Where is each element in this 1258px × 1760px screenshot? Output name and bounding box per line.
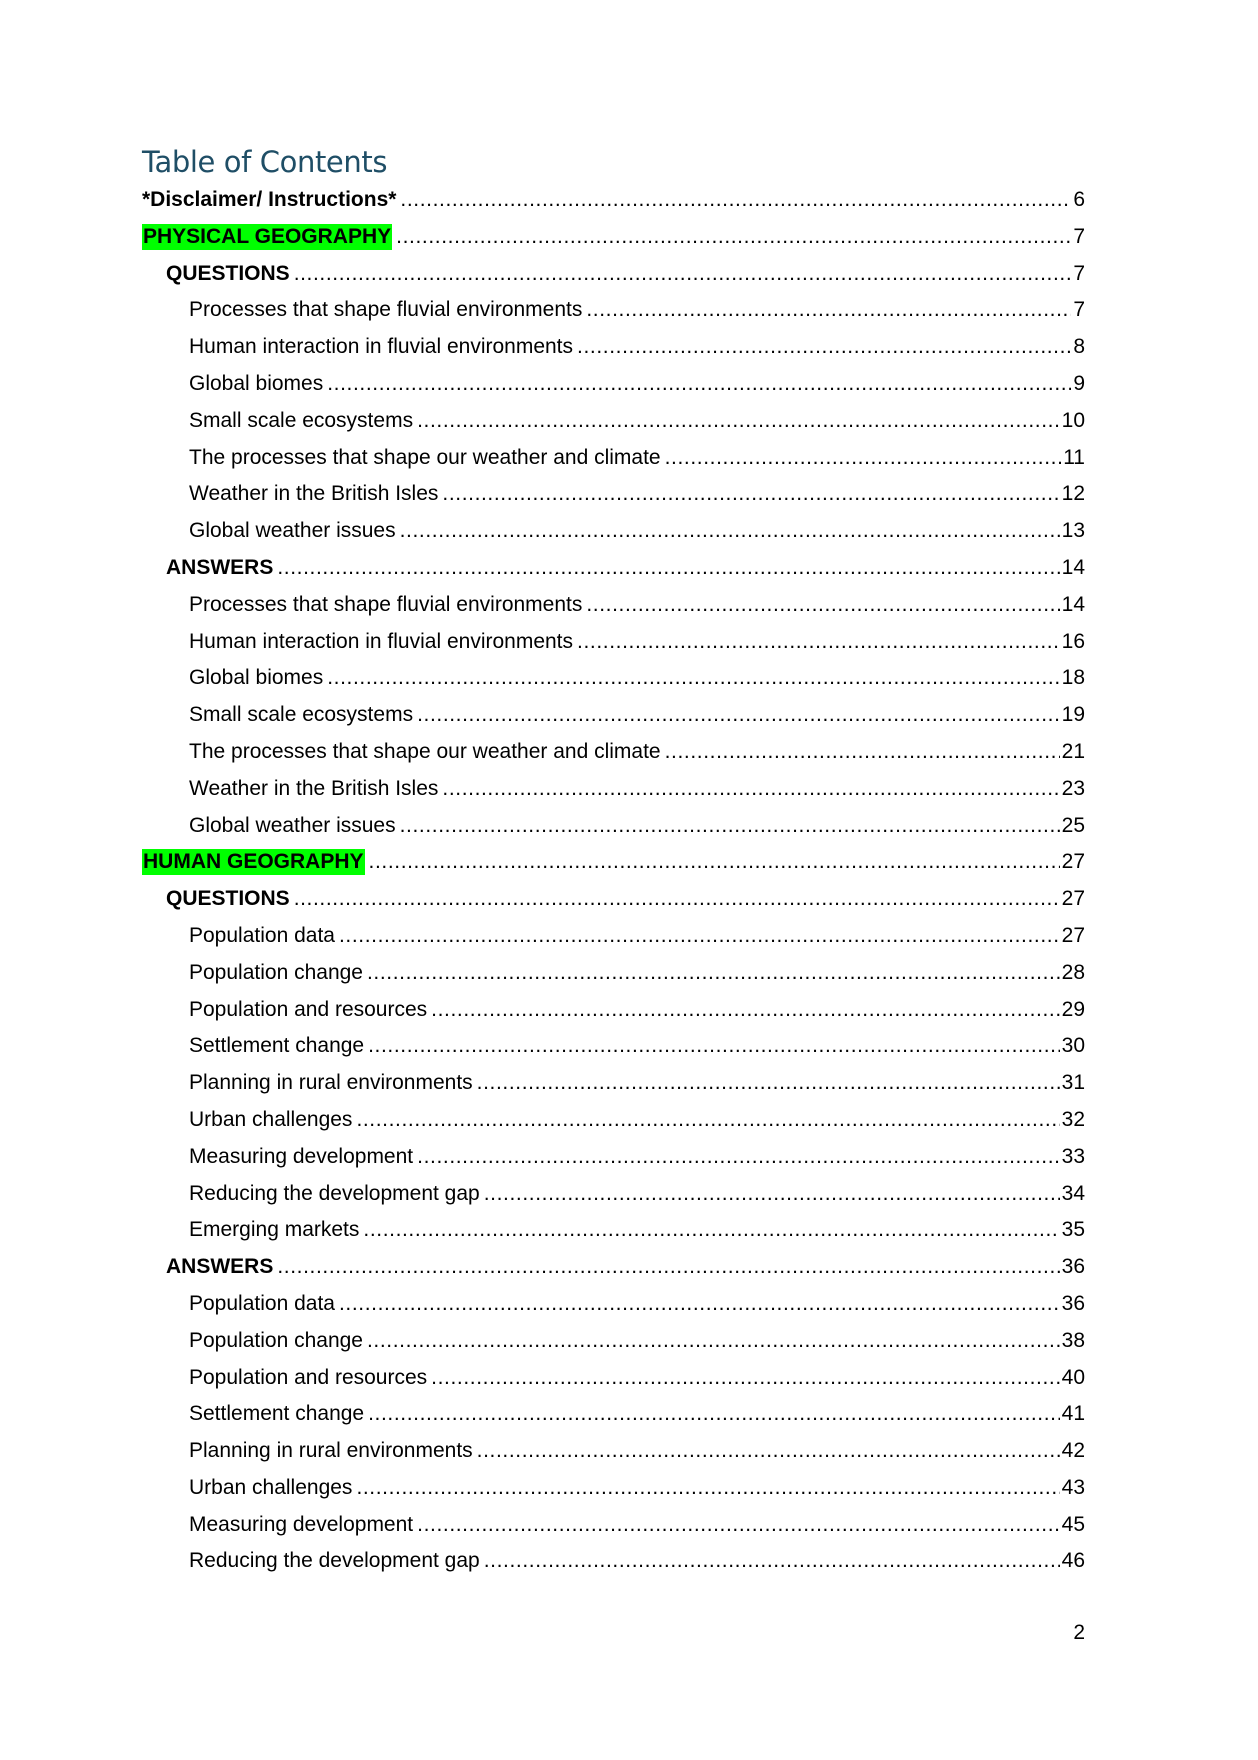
toc-entry-page-number: 34 [1061, 1181, 1085, 1205]
toc-entry[interactable] [142, 1139, 1085, 1176]
toc-dot-leader [277, 1249, 1059, 1286]
toc-entry-label: Reducing the development gap [189, 1181, 480, 1205]
toc-entry[interactable] [142, 1065, 1085, 1102]
toc-entry[interactable] [142, 292, 1085, 329]
toc-entry[interactable] [142, 219, 1085, 256]
toc-dot-leader [400, 182, 1071, 219]
toc-entry[interactable] [142, 844, 1085, 881]
toc-dot-leader [277, 550, 1059, 587]
toc-entry[interactable] [142, 808, 1085, 845]
toc-entry-label: Small scale ecosystems [189, 408, 414, 432]
toc-entry-label: ANSWERS [166, 555, 274, 579]
toc-dot-leader [586, 587, 1059, 624]
toc-dot-leader [417, 1139, 1060, 1176]
toc-dot-leader [327, 366, 1071, 403]
toc-entry-label: Planning in rural environments [189, 1071, 473, 1095]
toc-entry-page-number: 7 [1073, 298, 1085, 322]
toc-entry-label: Urban challenges [189, 1107, 353, 1131]
toc-entry-page-number: 6 [1073, 188, 1085, 211]
toc-dot-leader [363, 1212, 1059, 1249]
toc-dot-leader [477, 1433, 1060, 1470]
toc-dot-leader [368, 1028, 1060, 1065]
toc-entry-page-number: 7 [1073, 224, 1085, 248]
toc-entry-page-number: 32 [1061, 1107, 1085, 1131]
toc-entry[interactable] [142, 1249, 1085, 1286]
toc-entry[interactable] [142, 881, 1085, 918]
toc-entry[interactable] [142, 1286, 1085, 1323]
toc-entry-page-number: 9 [1073, 371, 1085, 395]
toc-dot-leader [417, 697, 1060, 734]
toc-dot-leader [577, 624, 1060, 661]
toc-dot-leader [577, 329, 1071, 366]
toc-entry-label: Small scale ecosystems [189, 703, 414, 727]
toc-entry[interactable] [142, 1323, 1085, 1360]
toc-entry[interactable] [142, 955, 1085, 992]
toc-entry[interactable] [142, 1212, 1085, 1249]
toc-entry-page-number: 13 [1061, 519, 1085, 543]
toc-entry[interactable] [142, 440, 1085, 477]
toc-entry[interactable] [142, 1028, 1085, 1065]
toc-list [142, 182, 1085, 1580]
toc-entry-label: The processes that shape our weather and climate [189, 445, 661, 469]
toc-dot-leader [396, 219, 1071, 256]
toc-dot-leader [665, 440, 1062, 477]
toc-entry[interactable] [142, 329, 1085, 366]
toc-entry-label: Settlement change [189, 1034, 365, 1058]
toc-entry-label: Urban challenges [189, 1475, 353, 1499]
toc-dot-leader [356, 1470, 1059, 1507]
toc-dot-leader [367, 1323, 1060, 1360]
toc-entry-page-number: 36 [1061, 1255, 1085, 1279]
toc-dot-leader [442, 771, 1059, 808]
toc-entry-label: Planning in rural environments [189, 1439, 473, 1463]
toc-dot-leader [294, 881, 1060, 918]
toc-dot-leader [665, 734, 1060, 771]
toc-entry-label: Processes that shape fluvial environments [189, 298, 583, 322]
toc-entry[interactable] [142, 1470, 1085, 1507]
toc-entry-label: ANSWERS [166, 1255, 274, 1279]
toc-entry-page-number: 28 [1061, 960, 1085, 984]
toc-entry-page-number: 42 [1061, 1439, 1085, 1463]
toc-entry-page-number: 14 [1061, 592, 1085, 616]
toc-entry-page-number: 16 [1061, 629, 1085, 653]
toc-entry-page-number: 38 [1061, 1328, 1085, 1352]
toc-entry-page-number: 31 [1061, 1071, 1085, 1095]
toc-entry-label: Human interaction in fluvial environments [189, 629, 574, 653]
toc-entry[interactable] [142, 256, 1085, 293]
toc-entry-label: Measuring development [189, 1144, 414, 1168]
toc-entry[interactable] [142, 550, 1085, 587]
toc-entry[interactable] [142, 918, 1085, 955]
toc-dot-leader [327, 660, 1059, 697]
toc-dot-leader [400, 808, 1060, 845]
toc-entry-page-number: 25 [1061, 813, 1085, 837]
toc-entry[interactable] [142, 734, 1085, 771]
toc-dot-leader [356, 1102, 1059, 1139]
toc-entry-page-number: 29 [1061, 997, 1085, 1021]
toc-entry-label: Weather in the British Isles [189, 482, 439, 506]
toc-entry-label: Population and resources [189, 1365, 428, 1389]
toc-entry[interactable] [142, 1433, 1085, 1470]
toc-entry-label: PHYSICAL GEOGRAPHY [143, 224, 392, 248]
toc-entry[interactable] [142, 992, 1085, 1029]
toc-entry-label: Global weather issues [189, 813, 396, 837]
toc-entry[interactable] [142, 624, 1085, 661]
toc-entry-page-number: 36 [1061, 1291, 1085, 1315]
toc-entry-page-number: 11 [1063, 445, 1085, 469]
toc-entry[interactable] [142, 697, 1085, 734]
toc-entry-page-number: 21 [1061, 739, 1085, 763]
toc-dot-leader [339, 918, 1060, 955]
toc-entry-label: Human interaction in fluvial environments [189, 335, 574, 359]
toc-entry-page-number: 18 [1061, 666, 1085, 690]
toc-entry[interactable] [142, 366, 1085, 403]
toc-dot-leader [484, 1543, 1060, 1580]
toc-entry[interactable] [142, 513, 1085, 550]
toc-entry[interactable] [142, 1360, 1085, 1397]
toc-dot-leader [484, 1176, 1060, 1213]
toc-entry-page-number: 8 [1073, 335, 1085, 359]
toc-entry-label: Global biomes [189, 666, 324, 690]
toc-entry[interactable] [142, 587, 1085, 624]
toc-entry-page-number: 41 [1061, 1402, 1085, 1426]
toc-entry-label: *Disclaimer/ Instructions* [142, 188, 397, 211]
toc-dot-leader [369, 844, 1060, 881]
toc-entry-page-number: 23 [1061, 776, 1085, 800]
toc-entry-page-number: 14 [1061, 555, 1085, 579]
toc-entry-label: Population data [189, 1291, 335, 1315]
toc-dot-leader [477, 1065, 1060, 1102]
toc-entry[interactable] [142, 1396, 1085, 1433]
toc-entry-page-number: 30 [1061, 1034, 1085, 1058]
toc-entry[interactable] [142, 1102, 1085, 1139]
toc-entry-page-number: 40 [1061, 1365, 1085, 1389]
page-number: 2 [1073, 1621, 1085, 1644]
toc-entry-page-number: 7 [1073, 261, 1085, 285]
toc-entry-label: Population change [189, 960, 363, 984]
toc-dot-leader [400, 513, 1060, 550]
toc-entry-label: The processes that shape our weather and climate [189, 739, 661, 763]
toc-entry-label: Settlement change [189, 1402, 365, 1426]
toc-entry-page-number: 10 [1061, 408, 1085, 432]
toc-entry-label: Global biomes [189, 371, 324, 395]
toc-entry[interactable] [142, 1176, 1085, 1213]
toc-entry[interactable] [142, 403, 1085, 440]
toc-entry-label: Measuring development [189, 1512, 414, 1536]
toc-entry-label: HUMAN GEOGRAPHY [143, 850, 364, 874]
toc-entry-page-number: 12 [1061, 482, 1085, 506]
toc-entry-label: Global weather issues [189, 519, 396, 543]
toc-dot-leader [339, 1286, 1060, 1323]
toc-entry-page-number: 46 [1061, 1549, 1085, 1573]
toc-entry[interactable] [142, 1543, 1085, 1580]
toc-entry-label: Emerging markets [189, 1218, 360, 1242]
toc-entry-label: Population data [189, 923, 335, 947]
toc-entry-page-number: 19 [1061, 703, 1085, 727]
toc-entry-page-number: 35 [1061, 1218, 1085, 1242]
toc-entry-page-number: 27 [1061, 887, 1085, 911]
toc-entry[interactable] [142, 771, 1085, 808]
toc-entry[interactable] [142, 476, 1085, 513]
toc-dot-leader [367, 955, 1060, 992]
toc-entry[interactable] [142, 182, 1085, 219]
toc-dot-leader [586, 292, 1071, 329]
toc-entry-page-number: 27 [1061, 923, 1085, 947]
toc-title: Table of Contents [142, 145, 388, 179]
toc-entry-page-number: 43 [1061, 1475, 1085, 1499]
toc-entry-label: Population and resources [189, 997, 428, 1021]
toc-dot-leader [431, 992, 1059, 1029]
toc-entry-label: Reducing the development gap [189, 1549, 480, 1573]
toc-dot-leader [417, 1507, 1060, 1544]
toc-entry[interactable] [142, 1507, 1085, 1544]
toc-dot-leader [294, 256, 1072, 293]
toc-entry-label: QUESTIONS [166, 887, 290, 911]
toc-dot-leader [431, 1360, 1059, 1397]
toc-entry-label: QUESTIONS [166, 261, 290, 285]
toc-entry-label: Processes that shape fluvial environments [189, 592, 583, 616]
toc-dot-leader [442, 476, 1059, 513]
toc-dot-leader [368, 1396, 1060, 1433]
toc-entry-label: Population change [189, 1328, 363, 1352]
toc-dot-leader [417, 403, 1060, 440]
toc-entry-label: Weather in the British Isles [189, 776, 439, 800]
toc-entry-page-number: 27 [1061, 850, 1085, 874]
toc-entry-page-number: 45 [1061, 1512, 1085, 1536]
toc-entry-page-number: 33 [1061, 1144, 1085, 1168]
toc-entry[interactable] [142, 660, 1085, 697]
